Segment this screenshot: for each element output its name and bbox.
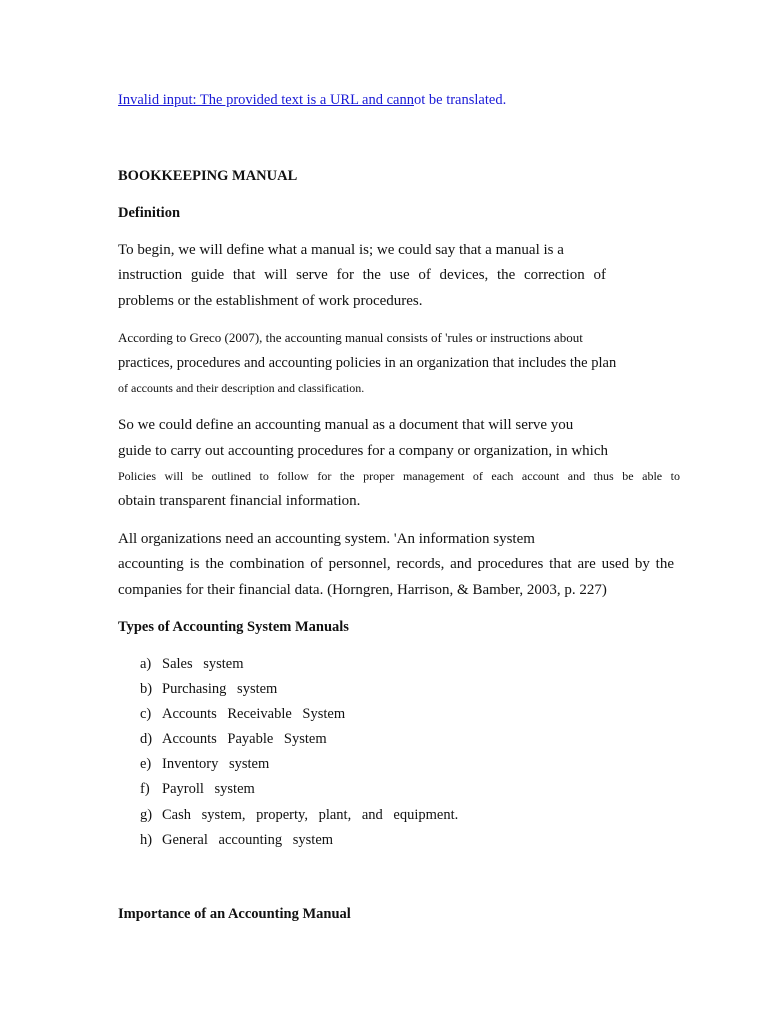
document-title: BOOKKEEPING MANUAL bbox=[118, 168, 298, 184]
definition-para1-line1: To begin, we will define what a manual is; we could say that a manual is a bbox=[118, 242, 564, 258]
types-heading: Types of Accounting System Manuals bbox=[118, 619, 349, 635]
definition-para3-line4: obtain transparent financial information. bbox=[118, 493, 361, 509]
notice-link[interactable]: Invalid input: The provided text is a URL and cann bbox=[118, 92, 414, 108]
list-marker: h) bbox=[140, 832, 153, 848]
definition-para2-line1: According to Greco (2007), the accounting manual consists of 'rules or instructions about bbox=[118, 330, 583, 345]
definition-para2-line2: practices, procedures and accounting policies in an organization that includes the plan bbox=[118, 355, 617, 371]
list-item-text: Accounts Payable System bbox=[162, 731, 327, 747]
definition-para1-line3: problems or the establishment of work procedures. bbox=[118, 293, 423, 309]
definition-para4-line2: accounting is the combination of personnel, records, and procedures that are used by the bbox=[118, 556, 674, 572]
list-marker: a) bbox=[140, 656, 152, 672]
importance-heading: Importance of an Accounting Manual bbox=[118, 906, 351, 922]
translation-notice bbox=[118, 92, 506, 109]
list-marker: d) bbox=[140, 731, 153, 747]
list-item-text: Payroll system bbox=[162, 781, 255, 797]
list-item bbox=[140, 706, 345, 723]
list-item bbox=[140, 756, 269, 773]
list-item-text: Accounts Receivable System bbox=[162, 706, 346, 722]
list-item-text: General accounting system bbox=[162, 832, 334, 848]
list-item bbox=[140, 781, 255, 798]
list-marker: f) bbox=[140, 781, 150, 797]
definition-para4-line1: All organizations need an accounting system. 'An information system bbox=[118, 531, 535, 547]
list-item bbox=[140, 656, 244, 673]
definition-para1-line2: instruction guide that will serve for the use of devices, the correction of bbox=[118, 267, 606, 283]
list-marker: c) bbox=[140, 706, 152, 722]
definition-para4-line3: companies for their financial data. (Horngren, Harrison, & Bamber, 2003, p. 227) bbox=[118, 582, 607, 598]
list-item-text: Inventory system bbox=[162, 756, 270, 772]
list-marker: g) bbox=[140, 807, 153, 823]
list-item-text: Cash system, property, plant, and equipment. bbox=[162, 807, 459, 823]
definition-para2-line3: of accounts and their description and classification. bbox=[118, 381, 365, 395]
list-item bbox=[140, 731, 327, 748]
notice-rest: ot be translated. bbox=[413, 92, 507, 108]
list-item bbox=[140, 681, 277, 698]
list-item bbox=[140, 832, 333, 849]
definition-heading: Definition bbox=[118, 205, 181, 221]
definition-para3-line3: Policies will be outlined to follow for the proper management of each account and thus be able to bbox=[118, 469, 680, 483]
definition-para3-line1: So we could define an accounting manual as a document that will serve you bbox=[118, 417, 574, 433]
list-item bbox=[140, 807, 458, 824]
list-marker: b) bbox=[140, 681, 153, 697]
list-marker: e) bbox=[140, 756, 152, 772]
definition-para3-line2: guide to carry out accounting procedures for a company or organization, in which bbox=[118, 443, 608, 459]
list-item-text: Purchasing system bbox=[162, 681, 278, 697]
list-item-text: Sales system bbox=[162, 656, 244, 672]
